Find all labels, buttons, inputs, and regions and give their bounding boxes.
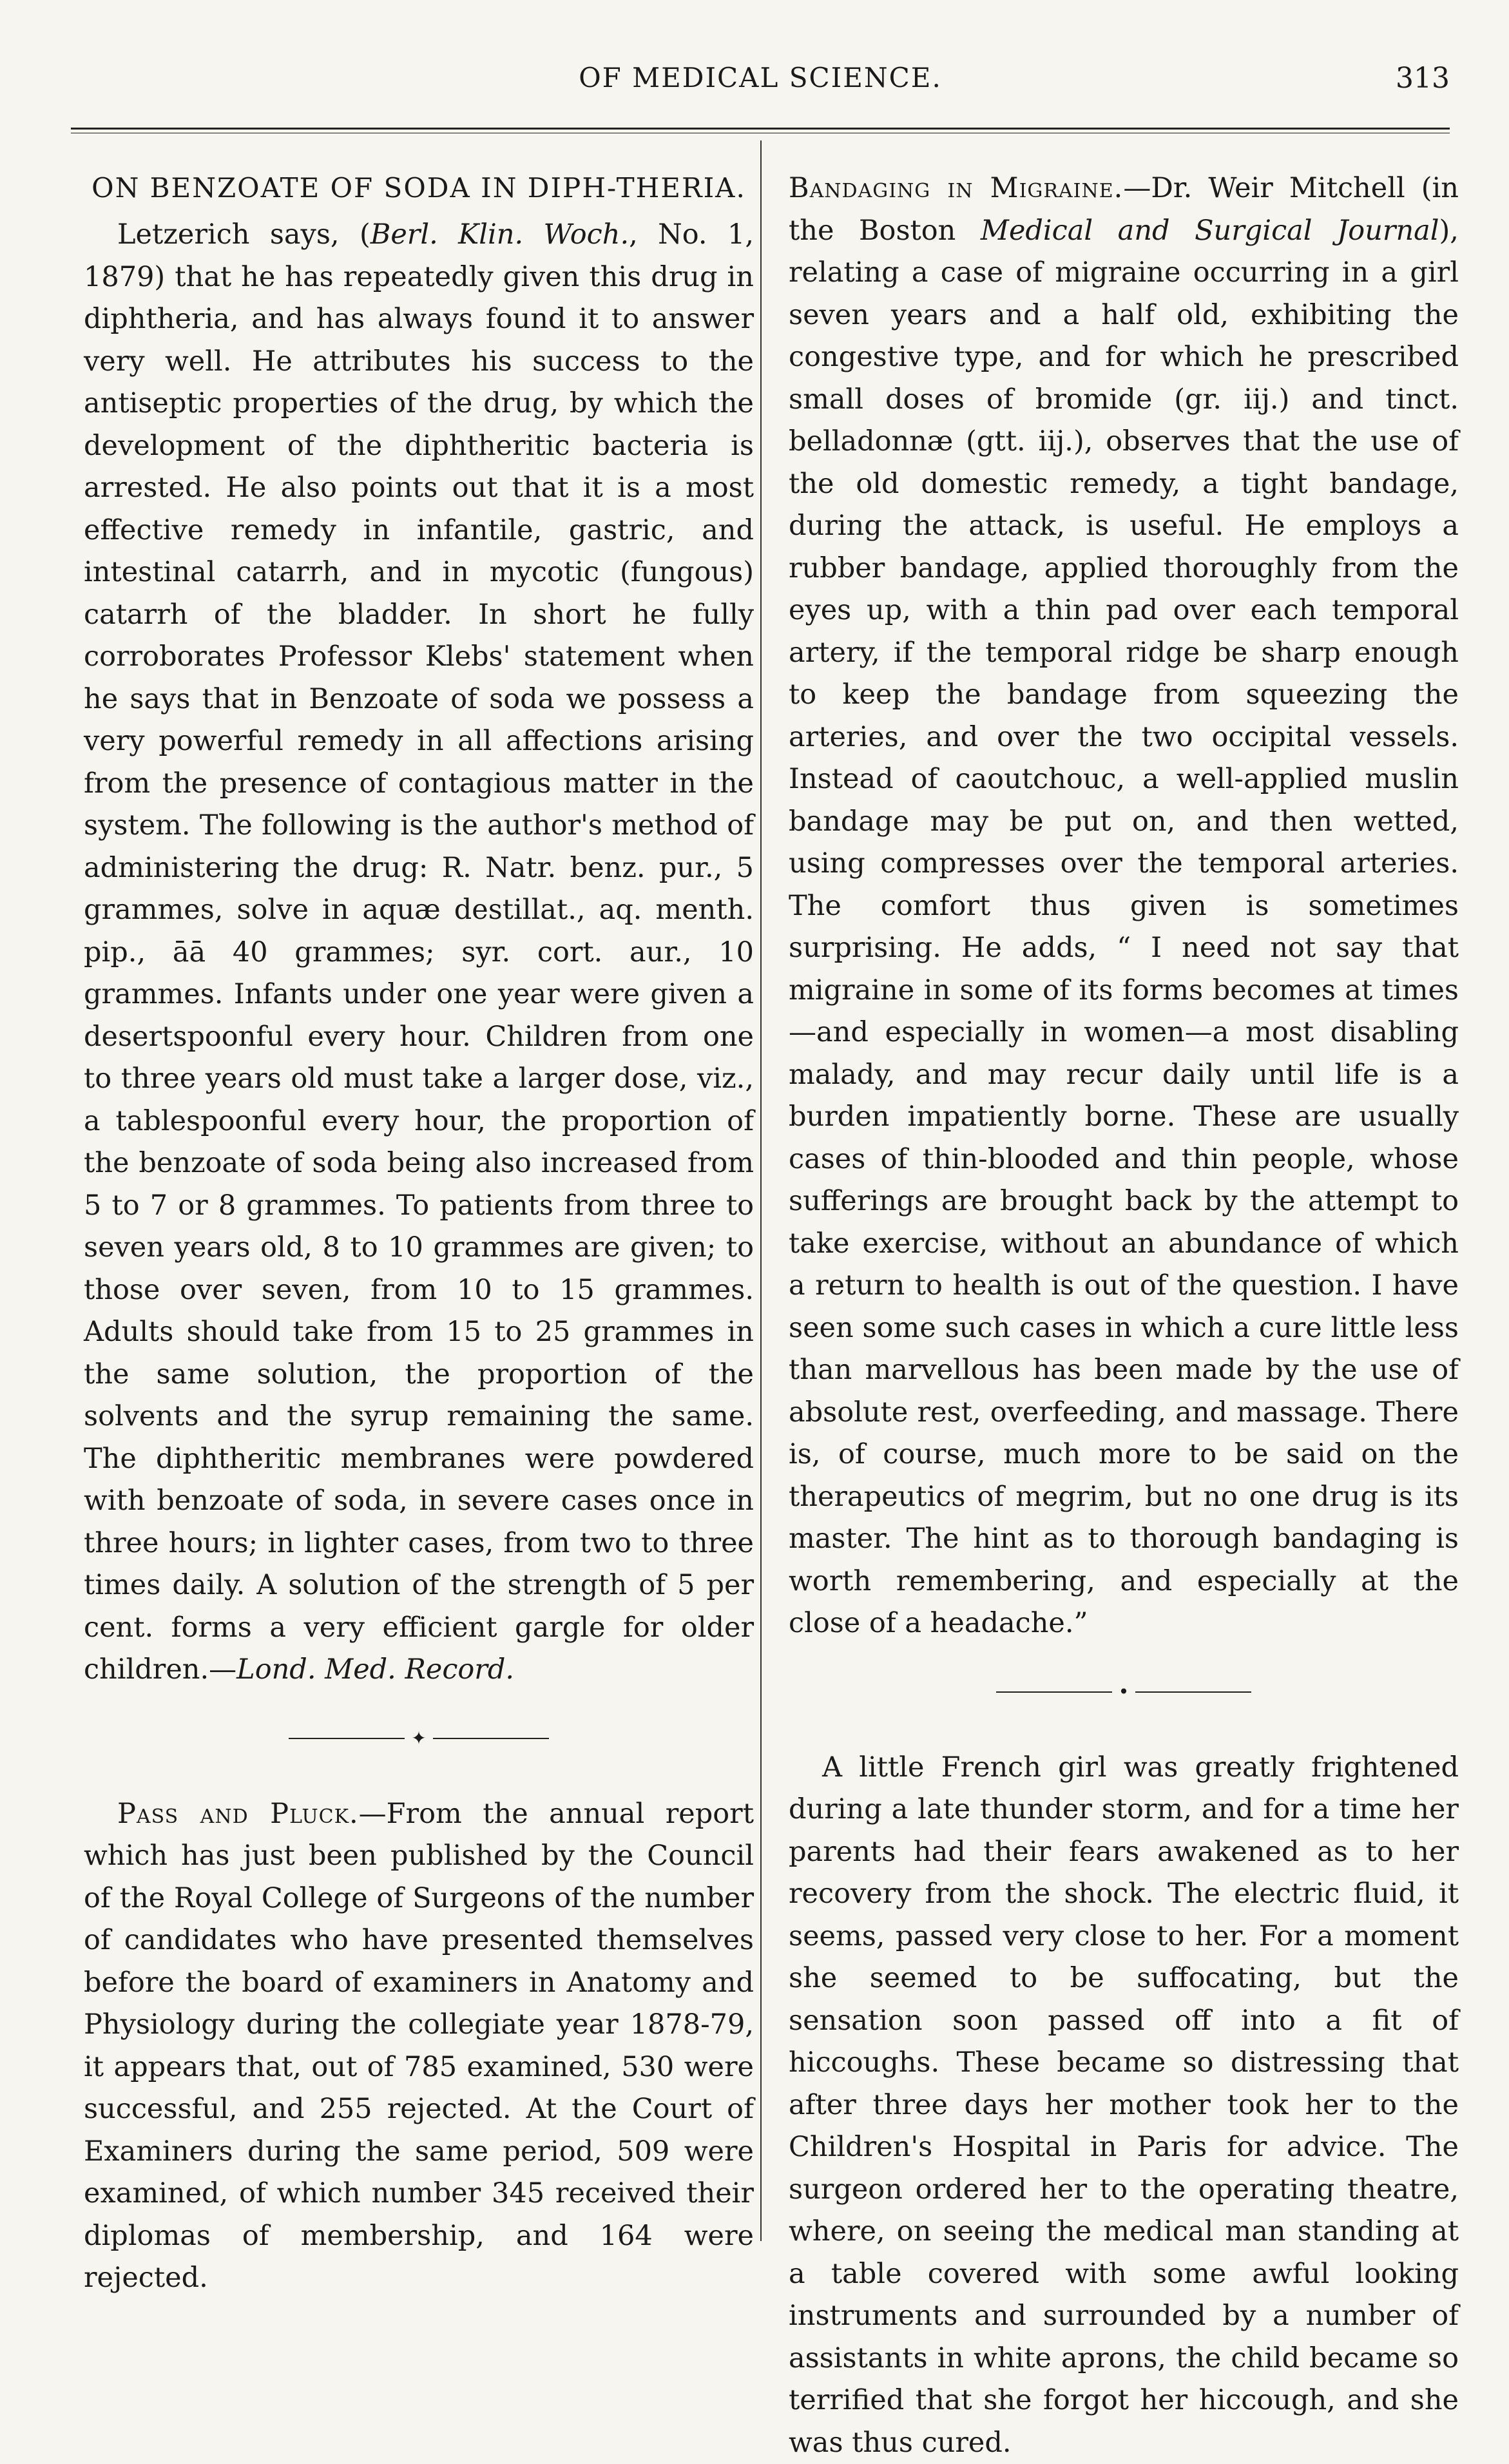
article-body-benzoate [84,214,754,1691]
column-divider [760,140,762,2241]
text: —Dr. Weir Mitchell (in the Boston [789,172,1459,247]
article-lead-migraine: Bandaging in Migraine. [789,172,1123,204]
running-head: OF MEDICAL SCIENCE. [71,62,1450,93]
ornament-line [996,1691,1112,1693]
ornament-line [1135,1691,1251,1693]
ornament-icon: • [1119,1671,1129,1713]
text: Letzerich says, ( [117,218,370,251]
article-body-pass-and-pluck [84,1793,754,2300]
text: ), relating a case of migraine occurring in a girl seven years and a half old, exhibiting the congestive type, and for which he prescribed small doses of bromide (gr. iij.) and tinct. belladonnæ (gtt. iij.), observes that the use of the old domestic remedy, a tight bandage, during the attack, is useful. He employs a rubber bandage, applied thoroughly from the eyes up, with a thin pad over each temporal artery, if the temporal ridge be sharp enough to keep the bandage from squeezing the arteries, and over the two occipital vessels. Instead of caoutchouc, a well-applied muslin bandage may be put on, and then wetted, using compresses over the temporal arteries. The comfort thus given is sometimes surprising. He adds, “ I need not say that migraine in some of its forms becomes at times—and especially in women—a most disabling malady, and may recur daily until life is a burden impatiently borne. These are usually cases of thin-blooded and thin people, whose sufferings are brought back by the attempt to take exercise, without an abundance of which a return to health is out of the question. I have seen some such cases in which a cure little less than marvellous has been made by the use of absolute rest, overfeeding, and massage. There is, of course, much more to be said on the therapeutics of megrim, but no one drug is its master. The hint as to thorough bandaging is worth remembering, and especially at the close of a headache.” [789,215,1459,1640]
article-lead-pass-and-pluck: Pass and Pluck. [117,1798,359,1830]
ornament-line [433,1738,549,1739]
ornament-line [289,1738,405,1739]
article-title-benzoate: ON BENZOATE OF SODA IN DIPH-THERIA. [84,168,754,209]
journal-title: Medical and Surgical Journal [981,215,1439,247]
text: —From the annual report which has just been published by the Council of the Royal College of Surgeons of the number of candidates who have presented themselves before the board of examiners in Anatomy and Physiology during the collegiate year 1878-79, it appears that, out of 785 examined, 530 were successful, and 255 rejected. At the Court of Examiners during the same period, 509 were examined, of which number 345 received their diplomas of membership, and 164 were rejected. [84,1798,754,2295]
right-column [789,168,1459,2464]
source: Lond. Med. Record. [236,1653,514,1686]
section-ornament [789,1663,1459,1721]
citation: Berl. Klin. Woch. [370,218,629,251]
article-body-migraine [789,168,1459,1645]
page-number: 313 [1396,62,1450,95]
section-ornament [84,1709,754,1767]
header-rule [71,128,1450,130]
ornament-icon: ✦ [411,1717,426,1760]
page-header [71,62,1450,107]
left-column [84,168,754,2300]
article-body-french-girl: A little French girl was greatly frightened during a late thunder storm, and for a time her parents had their fears awakened as to her recovery from the shock. The electric fluid, it seems, passed very close to her. For a moment she seemed to be suffocating, but the sensation soon passed off into a fit of hiccoughs. These became so distressing that after three days her mother took her to the Children's Hospital in Paris for advice. The surgeon ordered her to the operating theatre, where, on seeing the medical man standing at a table covered with some awful looking instruments and surrounded by a number of assistants in white aprons, the child became so terrified that she forgot her hiccough, and she was thus cured. [789,1747,1459,2464]
text: , No. 1, 1879) that he has repeatedly given this drug in diphtheria, and has always found it to answer very well. He attributes his success to the antiseptic properties of the drug, by which the development of the diphtheritic bacteria is arrested. He also points out that it is a most effective remedy in infantile, gastric, and intestinal catarrh, and in mycotic (fungous) catarrh of the bladder. In short he fully corroborates Professor Klebs' statement when he says that in Benzoate of soda we possess a very powerful remedy in all affections arising from the presence of contagious matter in the system. The following is the author's method of administering the drug: R. Natr. benz. pur., 5 grammes, solve in aquæ destillat., aq. menth. pip., āā 40 grammes; syr. cort. aur., 10 grammes. Infants under one year were given a desertspoonful every hour. Children from one to three years old must take a larger dose, viz., a tablespoonful every hour, the proportion of the benzoate of soda being also increased from 5 to 7 or 8 grammes. To patients from three to seven years old, 8 to 10 grammes are given; to those over seven, from 10 to 15 grammes. Adults should take from 15 to 25 grammes in the same solution, the proportion of the solvents and the syrup remaining the same. The diphtheritic membranes were powdered with benzoate of soda, in severe cases once in three hours; in lighter cases, from two to three times daily. A solution of the strength of 5 per cent. forms a very efficient gargle for older children.— [84,218,754,1686]
